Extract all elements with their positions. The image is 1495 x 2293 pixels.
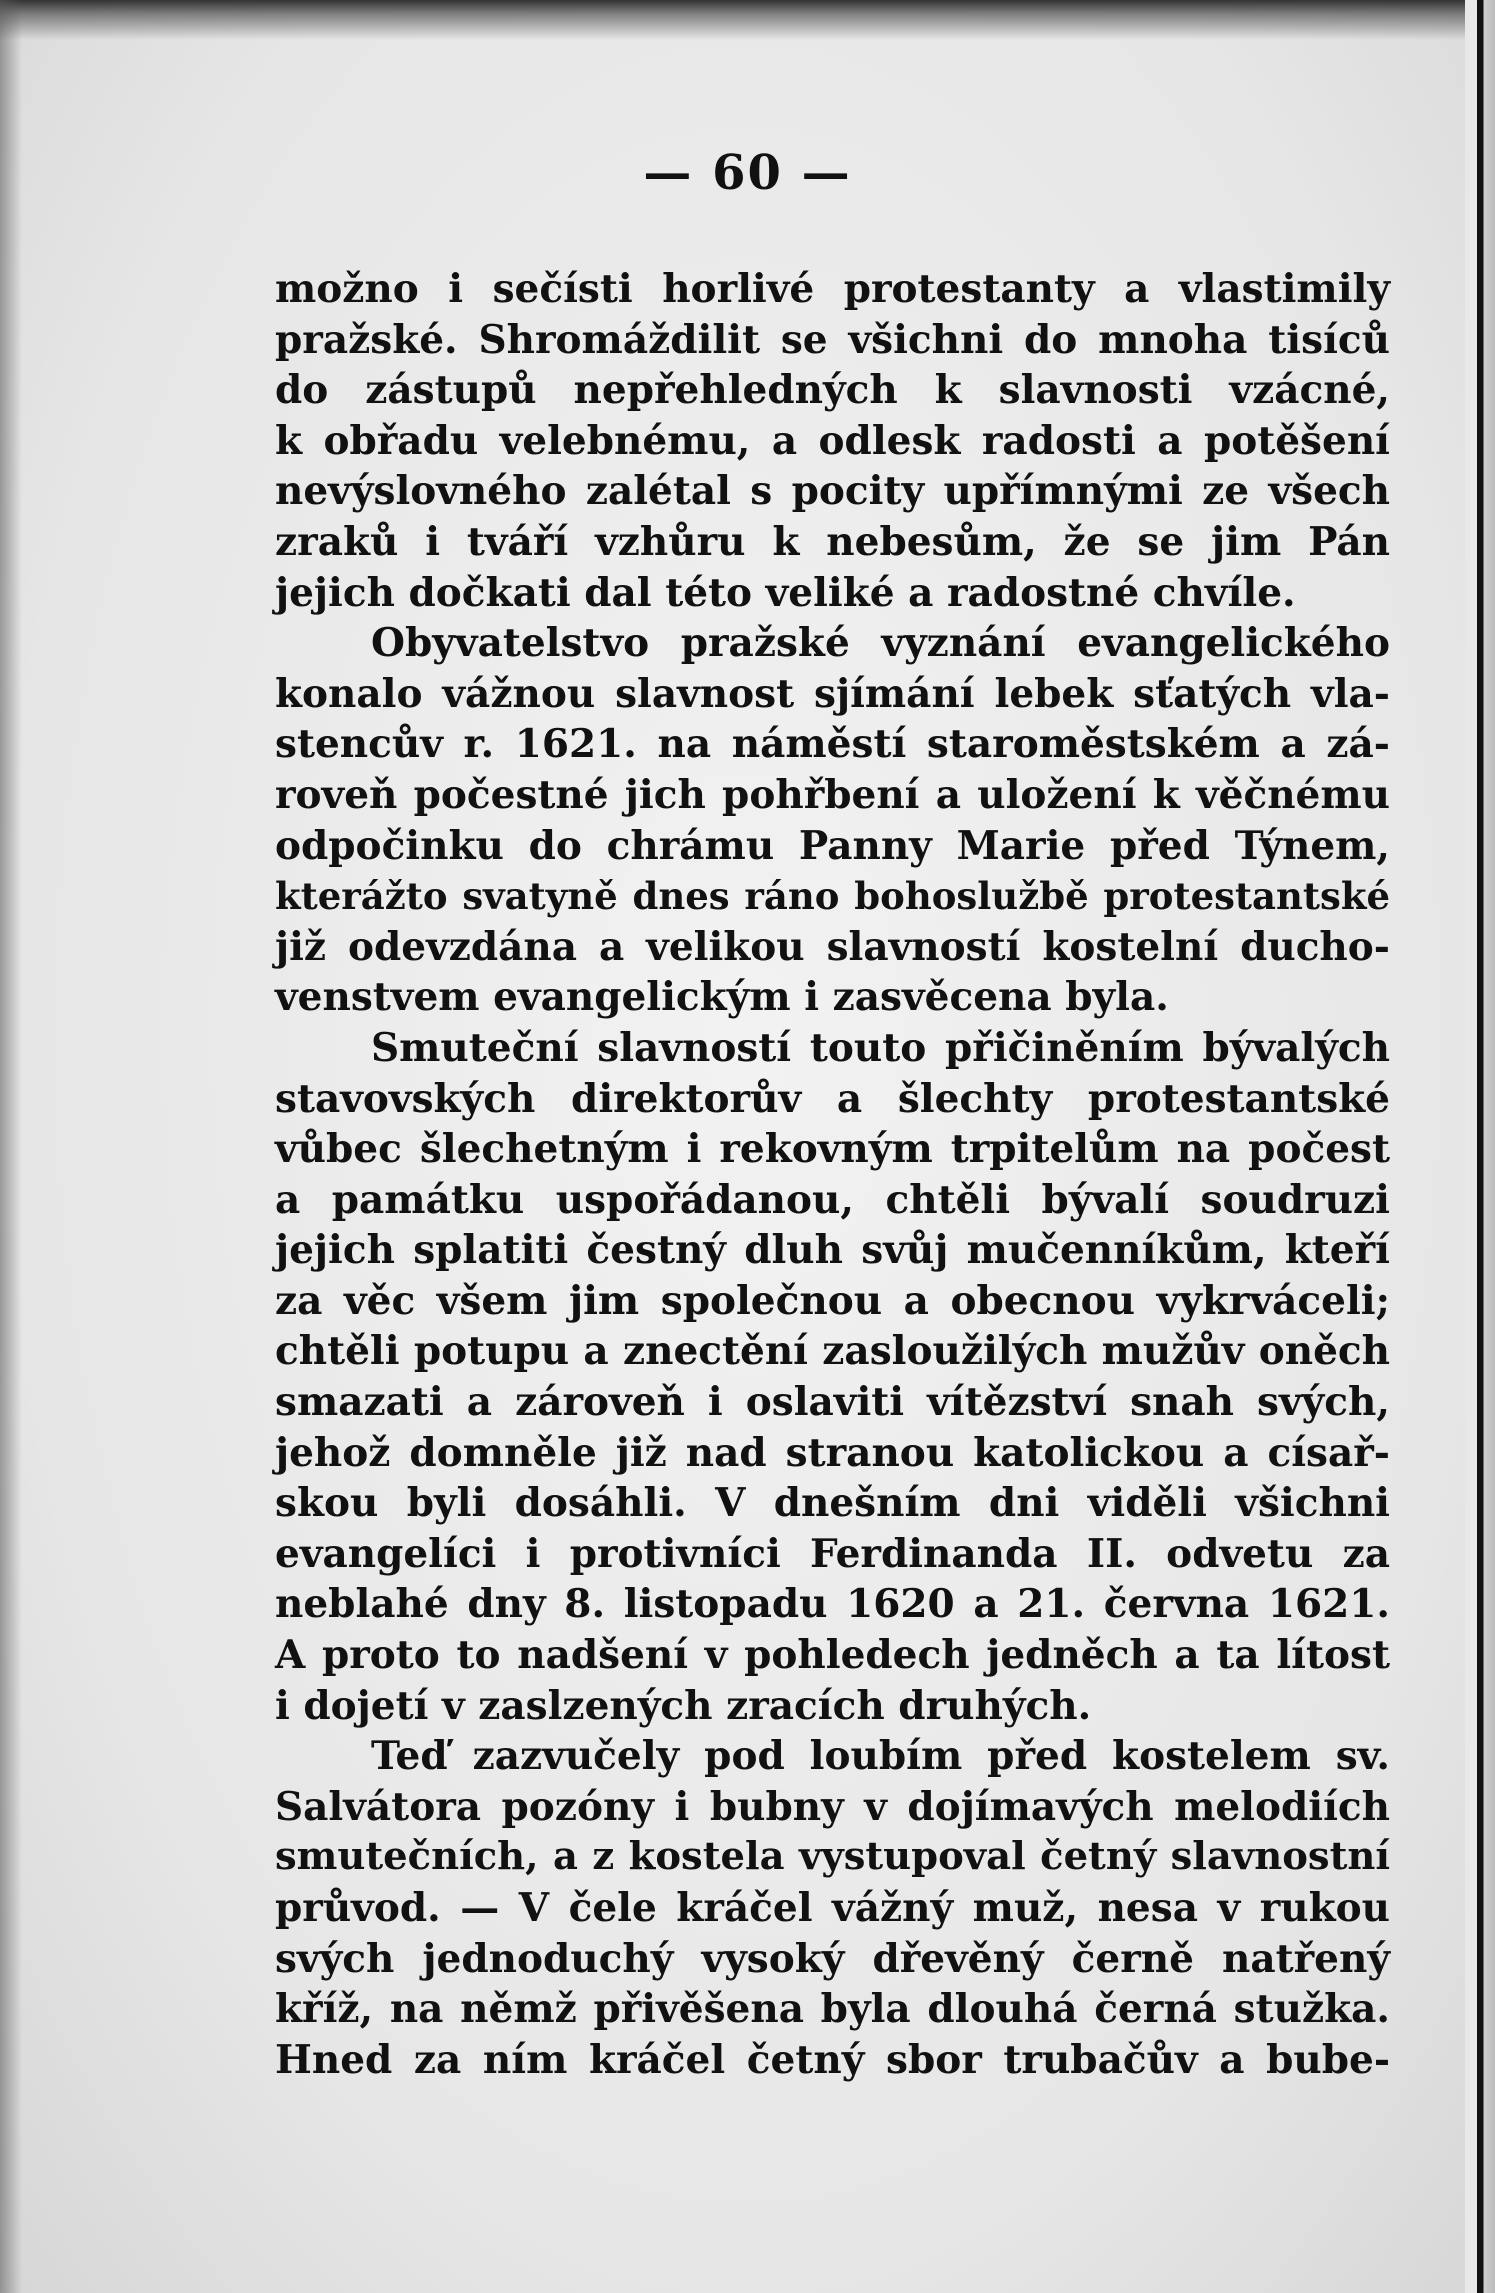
text-line: smutečních, a z kostela vystupoval četný slavnostní (275, 1834, 1390, 1880)
text-line: k obřadu velebnému, a odlesk radosti a potěšení (275, 417, 1390, 464)
text-line: Smuteční slavností touto přičiněním bývalých (371, 1024, 1390, 1071)
text-line: průvod. — V čele kráčel vážný muž, nesa v rukou (275, 1885, 1390, 1931)
text-line: stavovských direktorův a šlechty protestantské (275, 1075, 1390, 1122)
text-line: Salvátora pozóny i bubny v dojímavých melodiích (275, 1783, 1390, 1830)
scan-top-shadow (0, 0, 1495, 40)
page-number: — 60 — (643, 145, 852, 201)
text-line: Obyvatelstvo pražské vyznání evangelického (371, 620, 1390, 667)
text-line: za věc všem jim společnou a obecnou vykrváceli; (275, 1277, 1390, 1324)
text-line: Teď zazvučely pod loubím před kostelem sv. (371, 1733, 1390, 1780)
text-line: jejich dočkati dal této veliké a radostné chvíle. (275, 569, 1296, 616)
scan-left-shadow (0, 0, 22, 2293)
text-line: možno i sečísti horlivé protestanty a vlastimily (275, 266, 1390, 312)
body-text (275, 264, 1390, 2085)
text-line: a památku uspořádanou, chtěli bývalí soudruzi (275, 1176, 1390, 1223)
text-line: roveň počestné jich pohřbení a uložení k věčnému (275, 771, 1390, 818)
text-line: konalo vážnou slavnost sjímání lebek sťatých vla- (275, 670, 1390, 717)
text-line: A proto to nadšení v pohledech jedněch a ta lítost (275, 1632, 1390, 1679)
text-line: Hned za ním kráčel četný sbor trubačův a bube- (275, 2036, 1390, 2083)
text-line: nevýslovného zalétal s pocity upřímnými ze všech (275, 468, 1390, 515)
text-line: zraků i tváří vzhůru k nebesům, že se jim Pán (275, 518, 1390, 565)
text-line: jehož domněle již nad stranou katolickou a císař- (275, 1429, 1390, 1476)
text-line: i dojetí v zaslzených zracích druhých. (275, 1682, 1092, 1729)
text-line: smazati a zároveň i oslaviti vítězství snah svých, (275, 1379, 1390, 1426)
text-line: neblahé dny 8. listopadu 1620 a 21. června 1621. (275, 1581, 1390, 1628)
text-line: kterážto svatyně dnes ráno bohoslužbě protestantské (275, 874, 1390, 919)
text-line: kříž, na němž přivěšena byla dlouhá černá stužka. (275, 1986, 1390, 2033)
text-line: vůbec šlechetným i rekovným trpitelům na počest (275, 1126, 1390, 1173)
text-line: chtěli potupu a znectění zasloužilých mužův oněch (275, 1328, 1390, 1375)
text-line: stencův r. 1621. na náměstí staroměstském a zá- (275, 721, 1390, 768)
text-line: evangelíci i protivníci Ferdinanda II. odvetu za (275, 1530, 1390, 1577)
text-line: již odevzdána a velikou slavností kostelní ducho- (275, 923, 1390, 970)
text-line: svých jednoduchý vysoký dřevěný černě natřený (275, 1935, 1390, 1982)
text-line: pražské. Shromáždilit se všichni do mnoha tisíců (275, 316, 1390, 363)
text-line: skou byli dosáhli. V dnešním dni viděli všichni (275, 1480, 1390, 1527)
book-binding-edge (1465, 0, 1495, 2293)
text-line: jejich splatiti čestný dluh svůj mučenníkům, kteří (275, 1227, 1390, 1274)
text-line: do zástupů nepřehledných k slavnosti vzácné, (275, 367, 1390, 414)
text-line: venstvem evangelickým i zasvěcena byla. (275, 974, 1169, 1021)
text-line: odpočinku do chrámu Panny Marie před Týnem, (275, 822, 1390, 869)
